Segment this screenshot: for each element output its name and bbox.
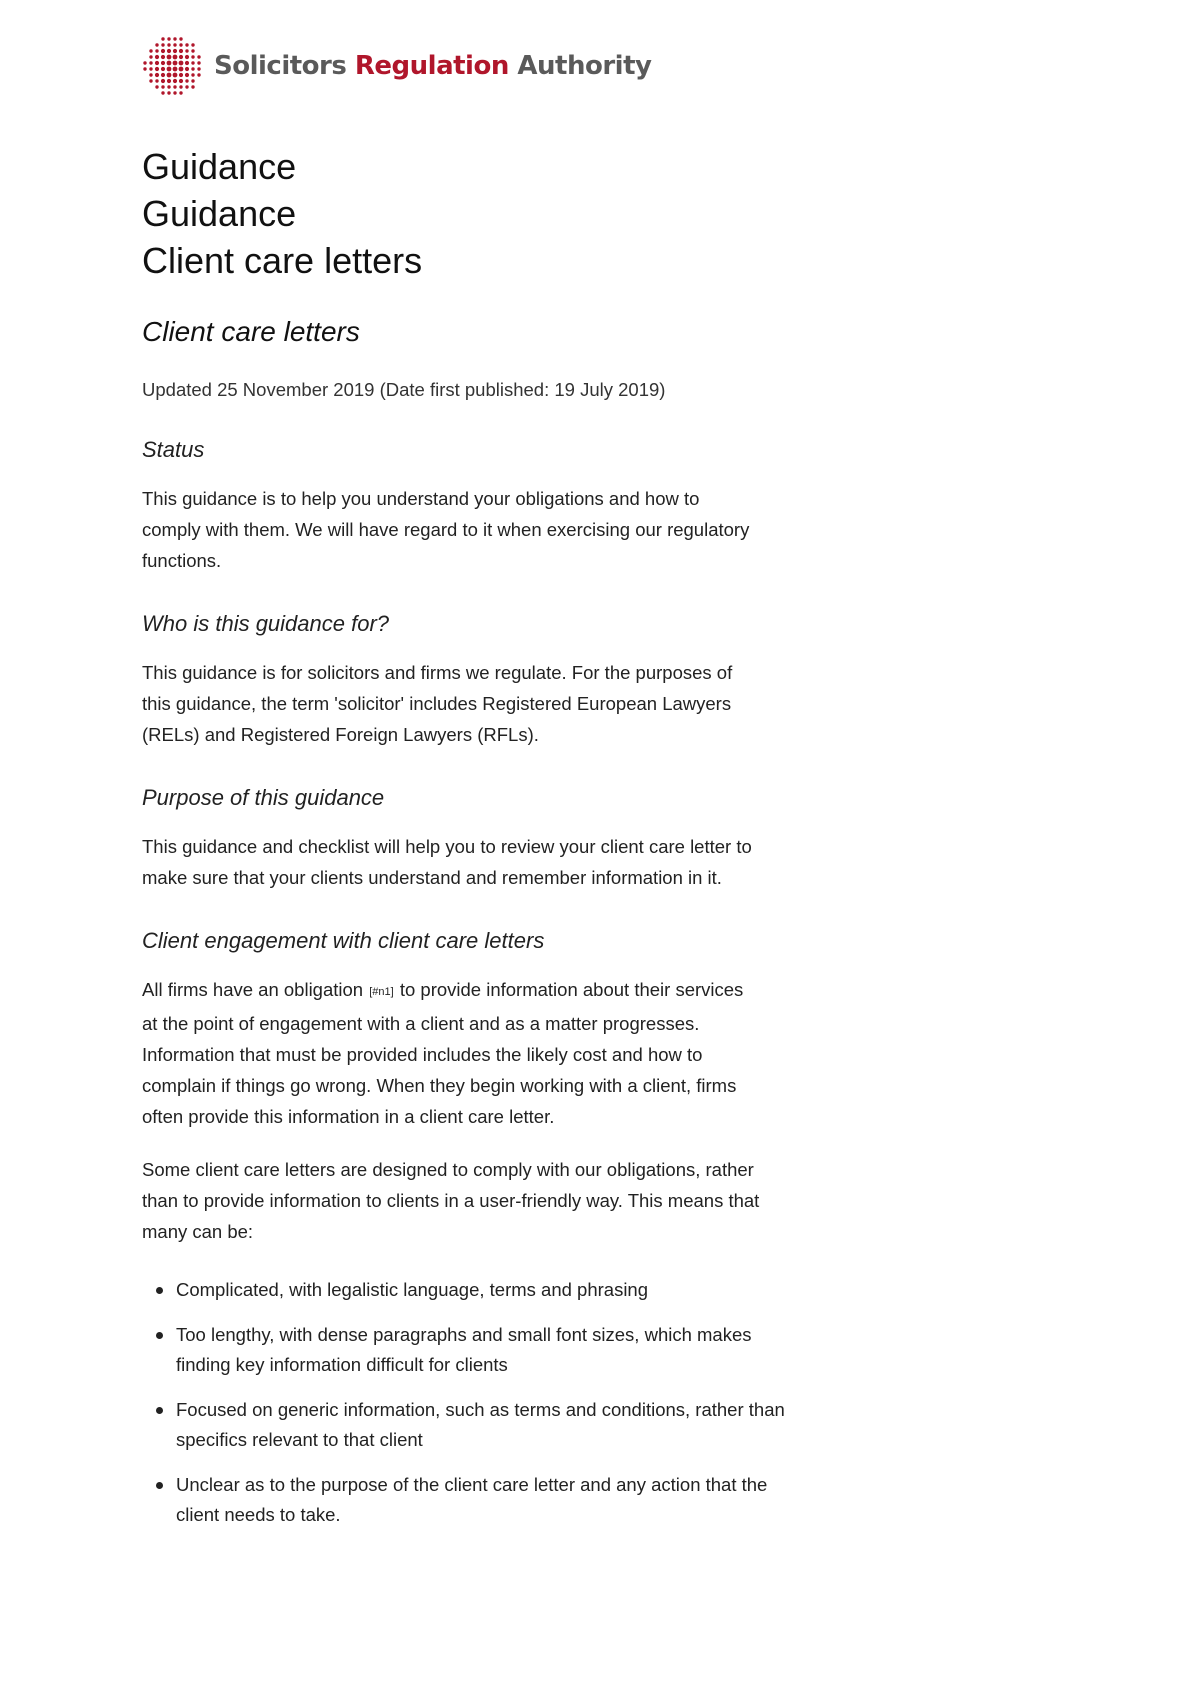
logo-dot	[155, 79, 158, 82]
logo-dot	[197, 61, 200, 64]
logo-dot	[173, 67, 178, 72]
logo-dot	[191, 73, 194, 76]
engagement-line: at the point of engagement with a client and as a matter progresses.	[142, 1013, 700, 1034]
list-item-line: specifics relevant to that client	[176, 1429, 423, 1450]
engagement-line: Some client care letters are designed to comply with our obligations, rather	[142, 1159, 754, 1180]
status-line: This guidance is to help you understand your obligations and how to	[142, 488, 700, 509]
logo-dot	[149, 55, 152, 58]
logo-dot	[173, 61, 178, 66]
who-line: (RELs) and Registered Foreign Lawyers (RFLs).	[142, 724, 539, 745]
logo-dot	[191, 43, 194, 46]
logo-dot	[155, 85, 158, 88]
logo-dot	[197, 55, 200, 58]
logo-dot	[167, 85, 170, 88]
logo-dot	[185, 49, 188, 52]
logo-dot	[167, 55, 172, 60]
engagement-paragraph-2	[142, 1154, 832, 1247]
logo-wordmark	[214, 51, 651, 81]
logo-dot	[167, 43, 170, 46]
engagement-line: many can be:	[142, 1221, 254, 1242]
logo-dot	[179, 61, 184, 66]
logo-word-authority: Authority	[517, 51, 652, 81]
list-item	[142, 1470, 862, 1530]
logo-dot	[197, 73, 200, 76]
logo-dot	[173, 85, 176, 88]
logo-dot	[179, 85, 182, 88]
logo-dot	[155, 49, 158, 52]
logo-dot	[167, 67, 172, 72]
list-item-line: Complicated, with legalistic language, terms and phrasing	[176, 1279, 649, 1300]
logo-dot	[173, 37, 176, 40]
engagement-paragraph-1	[142, 974, 832, 1132]
logo-dot	[161, 49, 165, 53]
who-heading: Who is this guidance for?	[142, 611, 390, 636]
logo-dot	[155, 67, 159, 71]
logo-dot	[191, 49, 194, 52]
logo-dot	[167, 37, 170, 40]
list-item-line: Unclear as to the purpose of the client care letter and any action that the	[176, 1474, 768, 1495]
logo-dot	[173, 49, 177, 53]
logo-dot	[185, 43, 188, 46]
logo-dot	[149, 49, 152, 52]
breadcrumb-headings	[142, 143, 422, 284]
logo-dot	[161, 91, 164, 94]
who-line: This guidance is for solicitors and firms we regulate. For the purposes of	[142, 662, 733, 683]
status-line: functions.	[142, 550, 222, 571]
engagement-line: complain if things go wrong. When they begin working with a client, firms	[142, 1075, 737, 1096]
purpose-heading: Purpose of this guidance	[142, 785, 385, 810]
logo-dot	[143, 61, 146, 64]
purpose-line: make sure that your clients understand and remember information in it.	[142, 867, 722, 888]
logo-dot	[161, 55, 165, 59]
logo-dot	[179, 67, 184, 72]
logo-dot	[167, 79, 171, 83]
logo-dot	[185, 73, 189, 77]
engagement-heading: Client engagement with client care letters	[142, 928, 545, 953]
logo-dot	[167, 49, 171, 53]
heading-guidance-2: Guidance	[142, 193, 297, 234]
issues-list	[142, 1275, 862, 1545]
logo-dot	[179, 55, 183, 59]
logo-dot	[179, 49, 183, 53]
logo-dot	[167, 73, 172, 78]
logo-dot	[191, 67, 194, 70]
engagement-line: than to provide information to clients in a user-friendly way. This means that	[142, 1190, 760, 1211]
who-line: this guidance, the term 'solicitor' includes Registered European Lawyers	[142, 693, 732, 714]
engagement-line: Information that must be provided includes the likely cost and how to	[142, 1044, 703, 1065]
logo-dot	[149, 67, 152, 70]
logo-dot	[149, 73, 152, 76]
logo-dot	[161, 43, 164, 46]
who-paragraph	[142, 657, 832, 750]
logo-dot	[161, 67, 165, 71]
list-item-line: finding key information difficult for clients	[176, 1354, 508, 1375]
heading-guidance-1: Guidance	[142, 146, 297, 187]
list-item	[142, 1320, 862, 1380]
logo-dot	[185, 85, 188, 88]
engagement-line	[142, 974, 832, 1008]
logo-dot	[191, 55, 194, 58]
logo-dot	[161, 37, 164, 40]
logo-dot	[173, 91, 176, 94]
logo-dot	[179, 73, 183, 77]
engagement-line-end: to provide information about their services	[399, 979, 744, 1000]
logo-dot	[185, 79, 188, 82]
engagement-line: often provide this information in a client care letter.	[142, 1106, 555, 1127]
logo-dot	[179, 37, 182, 40]
updated-date: Updated 25 November 2019 (Date first published: 19 July 2019)	[142, 379, 666, 400]
list-item	[142, 1275, 862, 1305]
logo-dot	[161, 61, 165, 65]
logo-dot	[185, 55, 189, 59]
status-paragraph	[142, 483, 832, 576]
page-title: Client care letters	[142, 316, 360, 347]
list-item-line: Too lengthy, with dense paragraphs and small font sizes, which makes	[176, 1324, 752, 1345]
logo-dot	[179, 91, 182, 94]
logo-dot	[155, 43, 158, 46]
logo-dot	[197, 67, 200, 70]
list-item-line: Focused on generic information, such as terms and conditions, rather than	[176, 1399, 785, 1420]
logo-dot	[173, 55, 178, 60]
logo-dot	[173, 79, 177, 83]
logo-dot	[191, 79, 194, 82]
logo-dot	[185, 61, 189, 65]
logo-dot	[167, 91, 170, 94]
list-item	[142, 1395, 862, 1455]
list-item-line: client needs to take.	[176, 1504, 341, 1525]
logo-dot	[179, 79, 183, 83]
logo-dot	[185, 67, 189, 71]
purpose-line: This guidance and checklist will help you to review your client care letter to	[142, 836, 752, 857]
sra-dot-grid-icon	[142, 36, 204, 96]
logo-dot	[191, 85, 194, 88]
logo-dot	[155, 73, 159, 77]
logo-dot	[143, 67, 146, 70]
sra-logo[interactable]	[142, 36, 651, 96]
status-line: comply with them. We will have regard to it when exercising our regulatory	[142, 519, 750, 540]
logo-dot	[173, 73, 178, 78]
logo-word-solicitors: Solicitors	[214, 51, 347, 81]
logo-dot	[149, 61, 152, 64]
status-heading: Status	[142, 437, 205, 462]
heading-client-care-letters: Client care letters	[142, 240, 423, 281]
logo-dot	[161, 73, 165, 77]
logo-dot	[149, 79, 152, 82]
logo-dot	[173, 43, 176, 46]
footnote-link[interactable]: [#n1]	[369, 986, 394, 998]
logo-dot	[167, 61, 172, 66]
logo-dot	[161, 85, 164, 88]
logo-word-regulation: Regulation	[354, 51, 509, 81]
purpose-paragraph	[142, 831, 832, 893]
logo-dot	[161, 79, 165, 83]
logo-dot	[179, 43, 182, 46]
logo-dot	[155, 61, 159, 65]
logo-dot	[155, 55, 159, 59]
logo-dot	[191, 61, 194, 64]
engagement-line-start: All firms have an obligation	[142, 979, 364, 1000]
